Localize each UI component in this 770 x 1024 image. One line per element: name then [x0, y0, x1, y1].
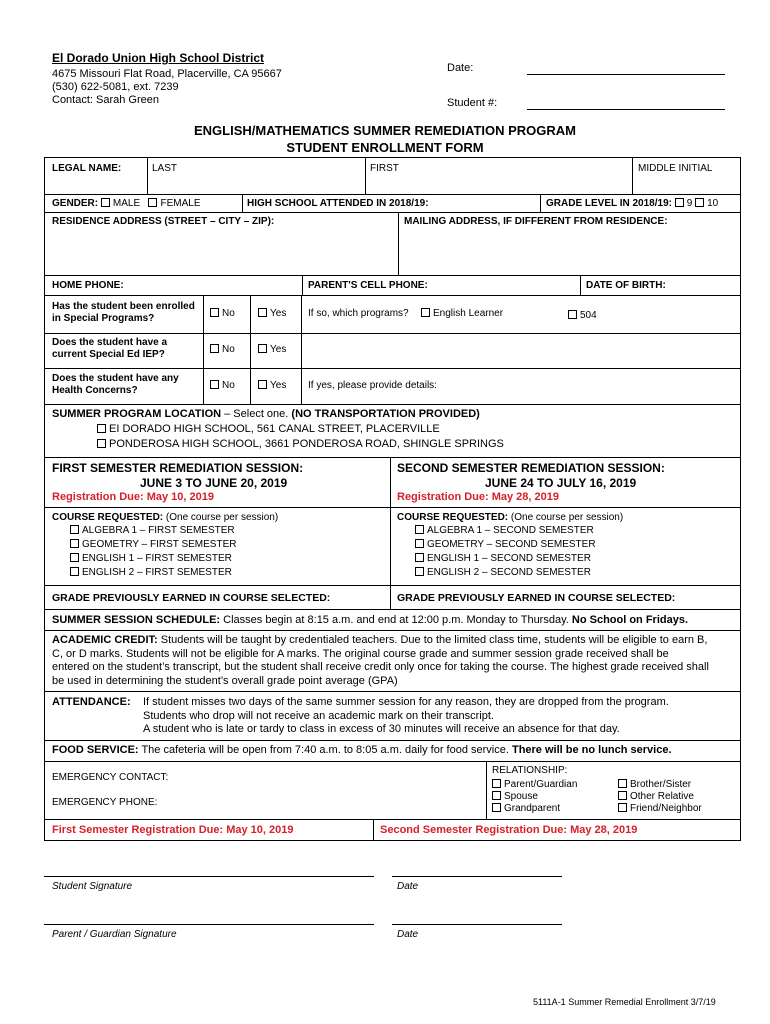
- form-id: 5111A-1 Summer Remedial Enrollment 3/7/19: [533, 997, 716, 1007]
- rel-friend[interactable]: Friend/Neighbor: [618, 803, 702, 815]
- checkbox-icon[interactable]: [618, 803, 627, 812]
- checkbox-icon[interactable]: [70, 539, 79, 548]
- checkbox-icon[interactable]: [492, 803, 501, 812]
- checkbox-icon[interactable]: [210, 344, 219, 353]
- form-subtitle: STUDENT ENROLLMENT FORM: [286, 140, 484, 155]
- credit-text: ACADEMIC CREDIT: Students will be taught by credentialed teachers. Due to the limited class time, students will be eligible to earn B, C, or D marks. Students will not be eligible for A marks. The original course grade and summer session grade received shall be entered on the student’s transcript, but the student shall receive credit only once for taking the course. The highest grade received shall be used in determining the student’s overall grade point average (GPA): [52, 634, 709, 687]
- dob-label: DATE OF BIRTH:: [586, 280, 666, 291]
- org-contact: Contact: Sarah Green: [52, 94, 160, 106]
- second-course-english1[interactable]: ENGLISH 1 – SECOND SEMESTER: [415, 553, 591, 565]
- grade-level-label: GRADE LEVEL IN 2018/19: 9 10: [546, 198, 719, 209]
- first-sem-title: FIRST SEMESTER REMEDIATION SESSION:: [52, 461, 304, 475]
- first-sem-dates: JUNE 3 TO JUNE 20, 2019: [140, 476, 288, 490]
- rel-sibling[interactable]: Brother/Sister: [618, 779, 691, 791]
- parent-signature-line[interactable]: [44, 924, 374, 925]
- q2-no-option[interactable]: No: [210, 344, 235, 356]
- second-grade-prev[interactable]: GRADE PREVIOUSLY EARNED IN COURSE SELECTED:: [397, 592, 676, 604]
- q1-no-option[interactable]: No: [210, 308, 235, 320]
- q-health-line2: Health Concerns?: [52, 385, 138, 396]
- food-text: FOOD SERVICE: The cafeteria will be open from 7:40 a.m. to 8:05 a.m. daily for food service. There will be no lunch service.: [52, 744, 672, 756]
- checkbox-icon[interactable]: [421, 308, 430, 317]
- residence-label: RESIDENCE ADDRESS (STREET – CITY – ZIP):: [52, 216, 275, 227]
- first-grade-prev[interactable]: GRADE PREVIOUSLY EARNED IN COURSE SELECTED:: [52, 592, 331, 604]
- first-course-algebra[interactable]: ALGEBRA 1 – FIRST SEMESTER: [70, 525, 235, 537]
- first-course-req: COURSE REQUESTED: (One course per session): [52, 512, 279, 523]
- checkbox-icon[interactable]: [415, 539, 424, 548]
- first-course-english2[interactable]: ENGLISH 2 – FIRST SEMESTER: [70, 567, 232, 579]
- student-signature-label: Student Signature: [52, 881, 133, 892]
- checkbox-icon[interactable]: [258, 308, 267, 317]
- which-programs-label: If so, which programs?: [308, 308, 409, 319]
- rel-spouse[interactable]: Spouse: [492, 791, 538, 803]
- checkbox-icon[interactable]: [415, 567, 424, 576]
- second-sem-title: SECOND SEMESTER REMEDIATION SESSION:: [397, 461, 665, 475]
- legal-name-label: LEGAL NAME:: [52, 163, 122, 174]
- grade-9-checkbox[interactable]: [675, 198, 684, 207]
- second-sem-dates: JUNE 24 TO JULY 16, 2019: [485, 476, 637, 490]
- q3-no-option[interactable]: No: [210, 380, 235, 392]
- rel-grandparent[interactable]: Grandparent: [492, 803, 560, 815]
- gender-label: GENDER: MALE FEMALE: [52, 198, 201, 209]
- q1-yes-option[interactable]: Yes: [258, 308, 286, 320]
- first-name-field[interactable]: FIRST: [370, 163, 399, 174]
- checkbox-icon[interactable]: [492, 779, 501, 788]
- attendance-text: If student misses two days of the same summer session for any reason, they are dropped from the program. Students who drop will not receive an academic mark on their transcript. A student who is late or tardy to class in excess of 30 minutes will receive an absence for that day.: [143, 696, 669, 735]
- checkbox-icon[interactable]: [97, 439, 106, 448]
- checkbox-icon[interactable]: [415, 525, 424, 534]
- location-option-eldorado[interactable]: EI DORADO HIGH SCHOOL, 561 CANAL STREET, PLACERVILLE: [97, 423, 440, 435]
- checkbox-icon[interactable]: [70, 525, 79, 534]
- checkbox-icon[interactable]: [492, 791, 501, 800]
- checkbox-icon[interactable]: [618, 791, 627, 800]
- footer-second-due: Second Semester Registration Due: May 28, 2019: [380, 824, 638, 836]
- high-school-label: HIGH SCHOOL ATTENDED IN 2018/19:: [247, 198, 429, 209]
- org-address: 4675 Missouri Flat Road, Placerville, CA 95667: [52, 68, 282, 80]
- checkbox-icon[interactable]: [70, 567, 79, 576]
- emergency-contact-label[interactable]: EMERGENCY CONTACT:: [52, 772, 169, 783]
- first-course-geometry[interactable]: GEOMETRY – FIRST SEMESTER: [70, 539, 236, 551]
- q-iep-line2: current Special Ed IEP?: [52, 349, 165, 360]
- checkbox-icon[interactable]: [568, 310, 577, 319]
- checkbox-icon[interactable]: [210, 380, 219, 389]
- q-health-line1: Does the student have any: [52, 373, 179, 384]
- last-name-field[interactable]: LAST: [152, 163, 178, 174]
- female-checkbox[interactable]: [148, 198, 157, 207]
- checkbox-icon[interactable]: [258, 380, 267, 389]
- second-sem-due: Registration Due: May 28, 2019: [397, 491, 560, 503]
- student-num-line[interactable]: [527, 109, 725, 110]
- checkbox-icon[interactable]: [618, 779, 627, 788]
- checkbox-icon[interactable]: [415, 553, 424, 562]
- q-special-programs-line2: in Special Programs?: [52, 313, 155, 324]
- parent-cell-label: PARENT'S CELL PHONE:: [308, 280, 428, 291]
- english-learner-option[interactable]: English Learner: [421, 308, 503, 320]
- q3-yes-option[interactable]: Yes: [258, 380, 286, 392]
- first-course-english1[interactable]: ENGLISH 1 – FIRST SEMESTER: [70, 553, 232, 565]
- second-course-req: COURSE REQUESTED: (One course per session): [397, 512, 624, 523]
- location-option-ponderosa[interactable]: PONDEROSA HIGH SCHOOL, 3661 PONDEROSA ROAD, SHINGLE SPRINGS: [97, 438, 504, 450]
- footer-first-due: First Semester Registration Due: May 10, 2019: [52, 824, 294, 836]
- org-phone: (530) 622-5081, ext. 7239: [52, 81, 179, 93]
- student-num-label: Student #:: [447, 97, 498, 109]
- provide-details-label: If yes, please provide details:: [308, 380, 437, 391]
- date-label-1: Date: [397, 881, 419, 892]
- checkbox-icon[interactable]: [258, 344, 267, 353]
- checkbox-icon[interactable]: [97, 424, 106, 433]
- parent-date-line[interactable]: [392, 924, 562, 925]
- emergency-phone-label[interactable]: EMERGENCY PHONE:: [52, 797, 158, 808]
- male-checkbox[interactable]: [101, 198, 110, 207]
- student-date-line[interactable]: [392, 876, 562, 877]
- student-signature-line[interactable]: [44, 876, 374, 877]
- checkbox-icon[interactable]: [70, 553, 79, 562]
- home-phone-label: HOME PHONE:: [52, 280, 124, 291]
- parent-signature-label: Parent / Guardian Signature: [52, 929, 177, 940]
- attendance-label: ATTENDANCE:: [52, 696, 131, 708]
- form-title: ENGLISH/MATHEMATICS SUMMER REMEDIATION PROGRAM: [193, 123, 577, 138]
- checkbox-icon[interactable]: [210, 308, 219, 317]
- rel-other[interactable]: Other Relative: [618, 791, 694, 803]
- first-sem-due: Registration Due: May 10, 2019: [52, 491, 215, 503]
- q2-yes-option[interactable]: Yes: [258, 344, 286, 356]
- second-course-algebra[interactable]: ALGEBRA 1 – SECOND SEMESTER: [415, 525, 594, 537]
- date-label-2: Date: [397, 929, 419, 940]
- mailing-label: MAILING ADDRESS, IF DIFFERENT FROM RESIDENCE:: [404, 216, 668, 227]
- date-label: Date:: [447, 62, 474, 74]
- second-course-geometry[interactable]: GEOMETRY – SECOND SEMESTER: [415, 539, 596, 551]
- date-line[interactable]: [527, 74, 725, 75]
- org-name: El Dorado Union High School District: [52, 51, 265, 65]
- grade-10-checkbox[interactable]: [695, 198, 704, 207]
- schedule-text: SUMMER SESSION SCHEDULE: Classes begin at 8:15 a.m. and end at 12:00 p.m. Monday to Thursday. No School on Fridays.: [52, 614, 689, 626]
- second-course-english2[interactable]: ENGLISH 2 – SECOND SEMESTER: [415, 567, 591, 579]
- rel-parent[interactable]: Parent/Guardian: [492, 779, 577, 791]
- 504-option[interactable]: 504: [568, 310, 597, 322]
- relationship-label: RELATIONSHIP:: [492, 765, 568, 776]
- middle-initial-field[interactable]: MIDDLE INITIAL: [638, 163, 713, 174]
- location-heading: SUMMER PROGRAM LOCATION – Select one. (NO TRANSPORTATION PROVIDED): [52, 408, 480, 420]
- q-special-programs-line1: Has the student been enrolled: [52, 301, 195, 312]
- q-iep-line1: Does the student have a: [52, 337, 168, 348]
